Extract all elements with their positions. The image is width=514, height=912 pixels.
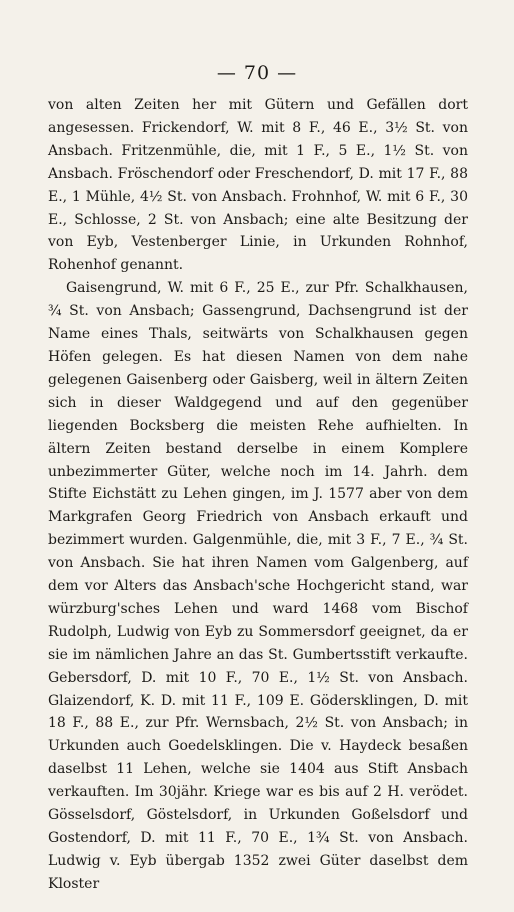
page-number: — 70 —: [216, 62, 298, 84]
body-text: [48, 94, 468, 896]
paragraph: Gaisengrund, W. mit 6 F., 25 E., zur Pfr. Schalkhausen, ¾ St. von Ansbach; Gassengrund, Dachsengrund ist der Name eines Thals, seitwärts von Schalkhausen gegen Höfen gelegen. Es hat diesen Namen von dem nahe gelegenen Gaisenberg oder Gaisberg, weil in ältern Zeiten sich in dieser Waldgegend und auf den gegenüber liegenden Bocksberg die meisten Rehe aufhielten. In ältern Zeiten bestand derselbe in einem Komplere unbezimmerter Güter, welche noch im 14. Jahrh. dem Stifte Eichstätt zu Lehen gingen, im J. 1577 aber von dem Markgrafen Georg Friedrich von Ansbach erkauft und bezimmert wurden. Galgenmühle, die, mit 3 F., 7 E., ¾ St. von Ansbach. Sie hat ihren Namen vom Galgenberg, auf dem vor Alters das Ansbach'sche Hochgericht stand, war würzburg'sches Lehen und ward 1468 vom Bischof Rudolph, Ludwig von Eyb zu Sommersdorf geeignet, da er sie im nämlichen Jahre an das St. Gumbertsstift verkaufte. Gebersdorf, D. mit 10 F., 70 E., 1½ St. von Ansbach. Glaizendorf, K. D. mit 11 F., 109 E. Gödersklingen, D. mit 18 F., 88 E., zur Pfr. Wernsbach, 2½ St. von Ansbach; in Urkunden auch Goedelsklingen. Die v. Haydeck besaßen daselbst 11 Lehen, welche sie 1404 aus Stift Ansbach verkauften. Im 30jähr. Kriege war es bis auf 2 H. verödet. Gösselsdorf, Göstelsdorf, in Urkunden Goßelsdorf und Gostendorf, D. mit 11 F., 70 E., 1¾ St. von Ansbach. Ludwig v. Eyb übergab 1352 zwei Güter daselbst dem Kloster: [48, 280, 468, 892]
paragraph: von alten Zeiten her mit Gütern und Gefällen dort angesessen. Frickendorf, W. mit 8 F., 46 E., 3½ St. von Ansbach. Fritzenmühle, die, mit 1 F., 5 E., 1½ St. von Ansbach. Fröschendorf oder Freschendorf, D. mit 17 F., 88 E., 1 Mühle, 4½ St. von Ansbach. Frohnhof, W. mit 6 F., 30 E., Schlosse, 2 St. von Ansbach; eine alte Besitzung der von Eyb, Vestenberger Linie, in Urkunden Rohnhof, Rohenhof genannt.: [48, 97, 468, 274]
